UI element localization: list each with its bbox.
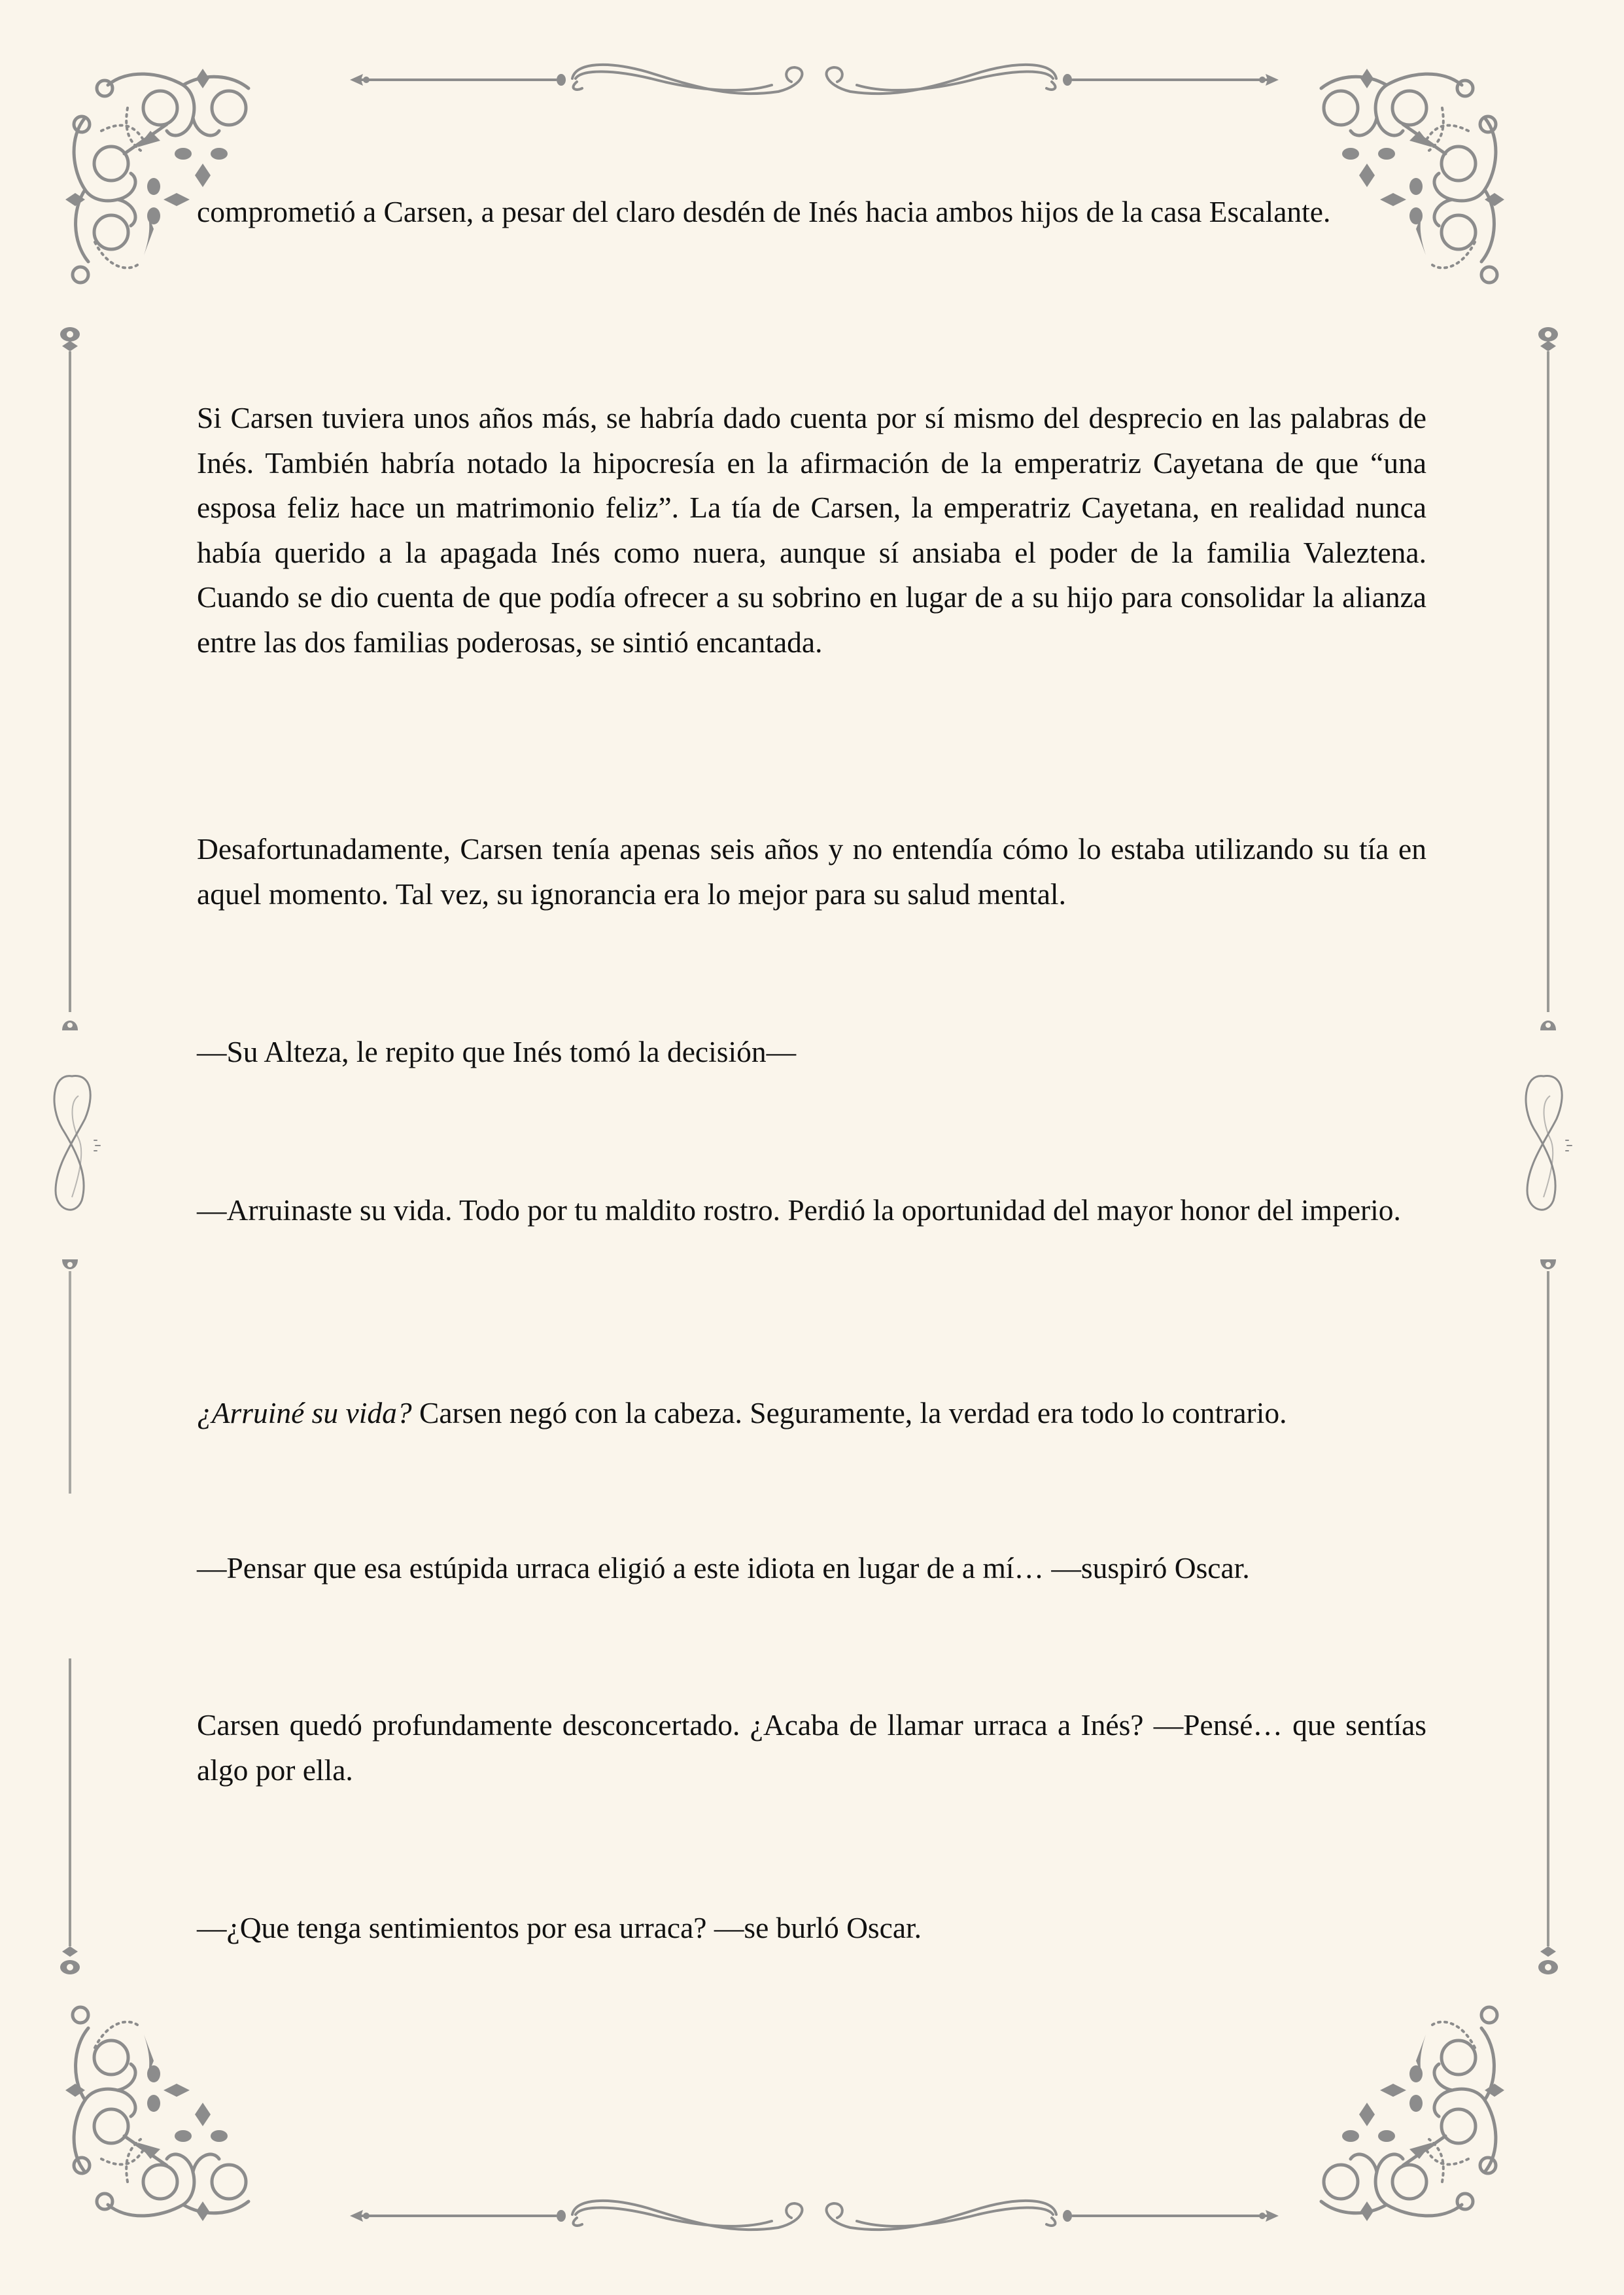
dialogue-line-2: —Arruinaste su vida. Todo por tu maldito rostro. Perdió la oportunidad del mayor honor del imperio. bbox=[197, 1193, 1401, 1227]
flourish-corner-bottom-right-icon bbox=[1318, 2002, 1514, 2231]
flourish-corner-top-right-icon bbox=[1318, 59, 1514, 288]
paragraph-2: Si Carsen tuviera unos años más, se habría dado cuenta por sí mismo del desprecio en las palabras de Inés. También habría notado la hipocresía en la afirmación de la emperatriz Cayetana de que “una esposa feliz hace un matrimonio feliz”. La tía de Carsen, la emperatriz Cayetana, en realidad nunca había querido a la apagada Inés como nuera, aunque sí ansiaba el poder de la familia Valeztena. Cuando se dio cuenta de que podía ofrecer a su sobrino en lugar de a su hijo para consolidar la alianza entre las dos familias poderosas, se sintió encantada. bbox=[197, 401, 1426, 659]
rod-left-upper-icon bbox=[57, 324, 83, 1037]
scroll-divider-top-icon bbox=[347, 56, 1282, 101]
italic-thought: ¿Arruiné su vida? bbox=[197, 1396, 412, 1429]
thought-continuation: Carsen negó con la cabeza. Seguramente, la verdad era todo lo contrario. bbox=[411, 1396, 1287, 1429]
paragraph-1: comprometió a Carsen, a pesar del claro desdén de Inés hacia ambos hijos de la casa Escalante. bbox=[197, 195, 1331, 228]
dialogue-line-4: —¿Que tenga sentimientos por esa urraca? —se burló Oscar. bbox=[197, 1911, 922, 1944]
infinity-knot-right-icon bbox=[1514, 1066, 1573, 1217]
paragraph-3: Desafortunadamente, Carsen tenía apenas seis años y no entendía cómo lo estaba utilizando su tía en aquel momento. Tal vez, su ignorancia era lo mejor para su salud mental. bbox=[197, 832, 1426, 911]
flourish-corner-bottom-left-icon bbox=[56, 2002, 252, 2231]
rod-left-lower-icon bbox=[57, 1253, 83, 1979]
rod-right-upper-icon bbox=[1535, 324, 1561, 1037]
dialogue-line-3: —Pensar que esa estúpida urraca eligió a este idiota en lugar de a mí… —suspiró Oscar. bbox=[197, 1551, 1250, 1585]
rod-right-lower-icon bbox=[1535, 1253, 1561, 1979]
scroll-divider-bottom-icon bbox=[347, 2192, 1282, 2237]
dialogue-line-1: —Su Alteza, le repito que Inés tomó la decisión— bbox=[197, 1035, 797, 1068]
paragraph-thought bbox=[197, 1391, 1426, 1436]
flourish-corner-top-left-icon bbox=[56, 59, 252, 288]
paragraph-4: Carsen quedó profundamente desconcertado. ¿Acaba de llamar urraca a Inés? —Pensé… que sentías algo por ella. bbox=[197, 1708, 1426, 1787]
infinity-knot-left-icon bbox=[43, 1066, 101, 1217]
